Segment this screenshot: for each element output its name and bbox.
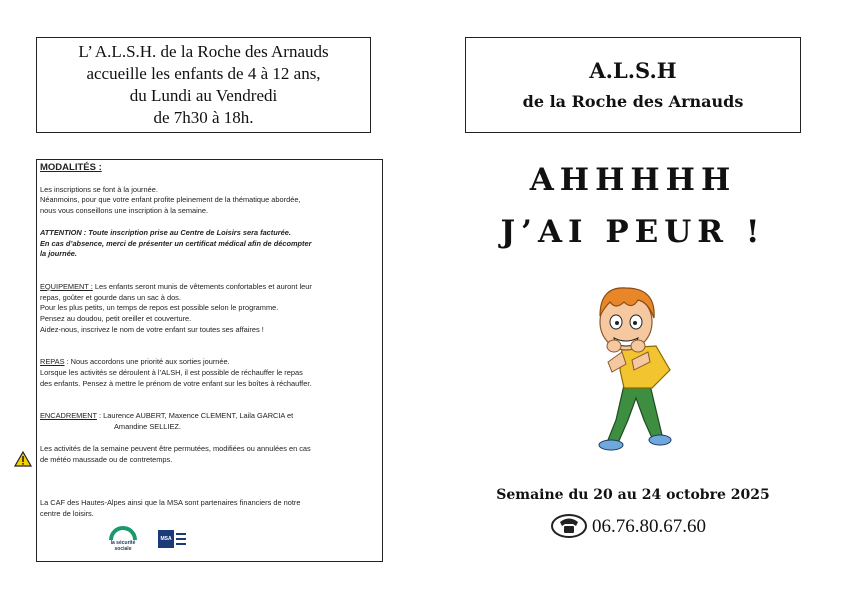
msa-logo-line <box>176 533 186 535</box>
repas-line-2: Lorsque les activités se déroulent à l’ALSH, il est possible de réchauffer le repas <box>40 368 303 378</box>
warning-line-1: Les activités de la semaine peuvent être permutées, modifiées ou annulées en cas <box>40 443 311 453</box>
equipement-line-3: Pour les plus petits, un temps de repos est possible selon le programme. <box>40 303 279 313</box>
modalites-box <box>36 159 383 562</box>
caf-line-2: centre de loisirs. <box>40 508 94 518</box>
title-box <box>465 37 801 133</box>
msa-logo <box>158 530 188 550</box>
inscriptions-line-2: Néanmoins, pour que votre enfant profite pleinement de la thématique abordée, <box>40 195 301 205</box>
week-dates: Semaine du 20 au 24 octobre 2025 <box>496 487 770 503</box>
warning-line-2: de météo maussade ou de contretemps. <box>40 454 173 464</box>
phone-number: 06.76.80.67.60 <box>592 516 706 537</box>
securite-sociale-text-line-1: la sécurité <box>110 540 136 546</box>
page-subtitle: de la Roche des Arnauds <box>522 92 744 111</box>
securite-sociale-text <box>106 541 140 552</box>
equipement-text: Les enfants seront munis de vêtements confortables et auront leur <box>92 281 312 291</box>
modalites-heading: MODALITÉS : <box>40 162 102 173</box>
msa-logo-mark: MSA <box>158 530 174 548</box>
inscriptions-line-3: nous vous conseillons une inscription à la semaine. <box>40 206 209 216</box>
warning-icon <box>14 451 32 467</box>
equipement-line-4: Pensez au doudou, petit oreiller et couverture. <box>40 314 192 324</box>
hours-line-1: L’ A.L.S.H. de la Roche des Arnauds <box>78 42 329 61</box>
msa-logo-line <box>176 538 186 540</box>
scared-boy-illustration <box>586 280 676 452</box>
repas-label: REPAS <box>40 357 65 367</box>
hours-line-3: du Lundi au Vendredi <box>129 86 278 105</box>
opening-hours-box <box>36 37 371 133</box>
equipement-line-1 <box>40 282 382 293</box>
securite-sociale-logo <box>106 524 140 556</box>
equipement-label: EQUIPEMENT : <box>40 281 93 291</box>
msa-logo-line <box>176 543 186 545</box>
hours-line-4: de 7h30 à 18h. <box>153 108 254 127</box>
repas-line-3: des enfants. Pensez à mettre le prénom de votre enfant sur les boîtes à réchauffer. <box>40 378 312 388</box>
phone-icon <box>549 512 589 540</box>
encadrement-label: ENCADREMENT <box>40 411 97 421</box>
inscriptions-line-1: Les inscriptions se font à la journée. <box>40 184 158 194</box>
equipement-line-5: Aidez-nous, inscrivez le nom de votre enfant sur toutes ses affaires ! <box>40 324 264 334</box>
theme-line-1: AHHHHH <box>529 162 737 198</box>
encadrement-line-1 <box>40 411 382 422</box>
repas-text: : Nous accordons une priorité aux sorties journée. <box>64 357 230 367</box>
theme-line-2: J’AI PEUR ! <box>500 214 766 250</box>
repas-line-1 <box>40 357 382 368</box>
encadrement-text: : Laurence AUBERT, Maxence CLEMENT, Laila GARCIA et <box>96 411 294 421</box>
securite-sociale-text-line-2: sociale <box>114 545 132 552</box>
equipement-line-2: repas, goûter et gourde dans un sac à dos. <box>40 292 181 302</box>
attention-line-1: ATTENTION : Toute inscription prise au Centre de Loisirs sera facturée. <box>40 227 291 237</box>
caf-line-1: La CAF des Hautes-Alpes ainsi que la MSA sont partenaires financiers de notre <box>40 497 301 507</box>
encadrement-line-2: Amandine SELLIEZ. <box>114 422 181 432</box>
hours-line-2: accueille les enfants de 4 à 12 ans, <box>86 64 321 83</box>
attention-line-2: En cas d’absence, merci de présenter un certificat médical afin de décompter <box>40 238 312 248</box>
attention-line-3: la journée. <box>40 249 77 259</box>
page-title: A.L.S.H <box>589 58 677 83</box>
